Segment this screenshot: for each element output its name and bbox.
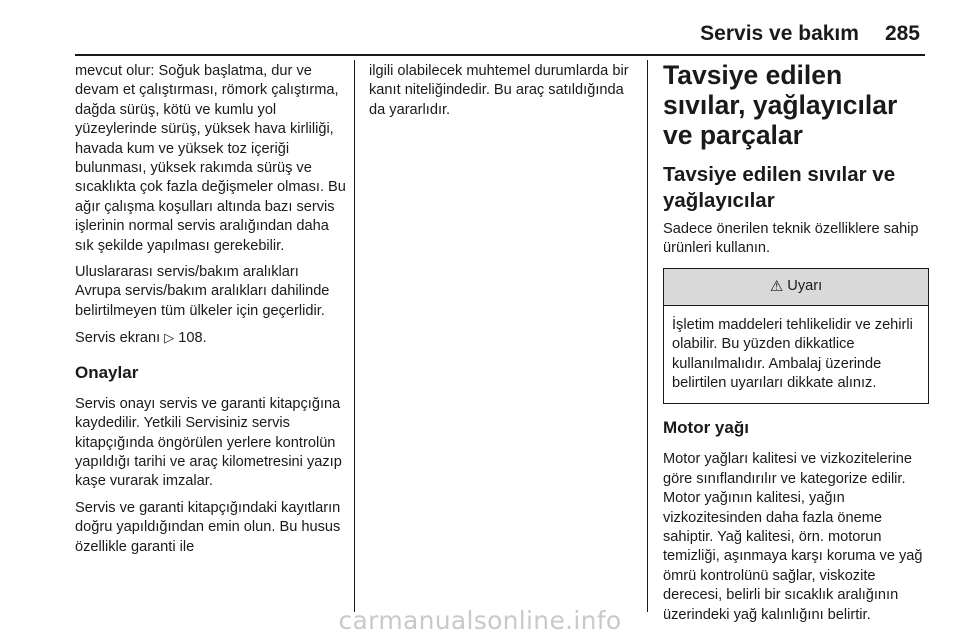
column-left (75, 62, 347, 564)
warning-box (663, 268, 929, 405)
paragraph-service-display-ref (75, 328, 347, 348)
reference-arrow-icon: ▷ (164, 330, 175, 346)
paragraph-records: Servis ve garanti kitapçığındaki kayıtların doğru yapıldığından emin olun. Bu husus özellikle garanti ile (75, 499, 341, 555)
header-divider (75, 54, 925, 56)
column-divider-right (647, 60, 648, 612)
column-divider-left (354, 60, 355, 612)
paragraph-evidence: ilgili olabilecek muhtemel durumlarda bir kanıt niteliğindedir. Bu araç satıldığında da yararlıdır. (369, 63, 629, 118)
warning-body: İşletim maddeleri tehlikelidir ve zehirli olabilir. Bu yüzden dikkatlice kullanılmalıdır. Ambalaj üzerinde belirtilen uyarıları dikkate alınız. (672, 316, 913, 392)
page-header (700, 22, 920, 46)
column-right (663, 60, 929, 632)
watermark: carmanualsonline.info (338, 606, 622, 635)
heading-approvals: Onaylar (75, 362, 139, 382)
paragraph-motor-oil: Motor yağları kalitesi ve vizkozitelerine göre sınıflandırılır ve kategorize edilir. Motor yağının kalitesi, yağın vizkozitesinden daha fazla öneme sahiptir. Yağ kalitesi, örn. motorun temizliği, aşınmaya karşı koruma ve yağ ömrü kontrolünü sağlar, viskozite derecesi, belirli bir sıcaklık aralığının üzerindeki yağ kalınlığını belirtir. (663, 451, 923, 623)
heading-motor-oil: Motor yağı (663, 418, 749, 438)
warning-title: Uyarı (787, 278, 823, 295)
paragraph-severe-conditions: mevcut olur: Soğuk başlatma, dur ve devam et çalıştırması, römork çalıştırma, dağda sürüş, kötü ve kumlu yol yüzeylerinde sürüş, yüksek hava kirliliği, havada kum ve yüksek toz içeriği bulunması, yüksek rakımda sürüş ve sıcaklıkta çok fazla değişmeler olması. Bu ağır çalışma koşulları altında bazı servis işlerinin normal servis aralığından daha sık şekilde yapılması gerekebilir. (75, 63, 346, 254)
warning-triangle-icon: ⚠ (769, 278, 784, 296)
paragraph-intro: Sadece önerilen teknik özelliklere sahip ürünleri kullanın. (663, 221, 919, 257)
heading-recommended-fluids-parts: Tavsiye edilen sıvılar, yağlayıcılar ve parçalar (663, 60, 898, 150)
heading-recommended-fluids: Tavsiye edilen sıvılar ve yağlayıcılar (663, 163, 896, 212)
warning-header (664, 269, 928, 306)
column-middle (369, 62, 635, 127)
paragraph-international-intervals: Uluslararası servis/bakım aralıkları Avrupa servis/bakım aralıkları dahilinde belirtilmeyen tüm ülkeler için geçerlidir. (75, 264, 330, 319)
paragraph-approvals: Servis onayı servis ve garanti kitapçığına kaydedilir. Yetkili Servisiniz servis kitapçığında öngörülen yerlere kontrolün yapıldığı tarihi ve araç kilometresini yazıp kaşe vurarak imzalar. (75, 395, 342, 490)
reference-page: 108. (178, 330, 207, 347)
page-number: 285 (884, 22, 920, 45)
service-display-text: Servis ekranı (75, 330, 161, 347)
section-title: Servis ve bakım (700, 22, 859, 45)
